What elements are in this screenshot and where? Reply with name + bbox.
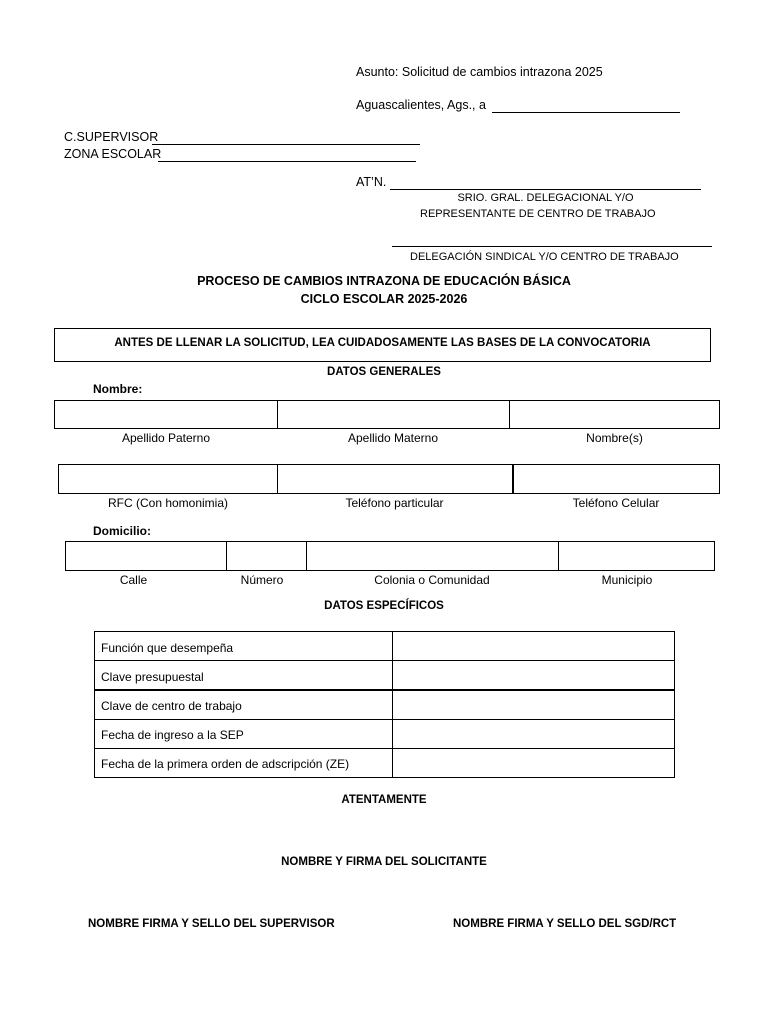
colonia-input[interactable] (307, 542, 557, 570)
asunto-text: Asunto: Solicitud de cambios intrazona 2025 (356, 65, 603, 79)
calle-label: Calle (119, 573, 148, 587)
title-line-1: PROCESO DE CAMBIOS INTRAZONA DE EDUCACIÓN BÁSICA (197, 274, 571, 288)
supervisor-line[interactable] (152, 144, 420, 145)
municipio-input[interactable] (559, 542, 714, 570)
srio-text: SRIO. GRAL. DELEGACIONAL Y/O (457, 192, 634, 204)
numero-input[interactable] (227, 542, 305, 570)
clave-presupuestal-input[interactable] (394, 662, 673, 688)
nombre-label: Nombre: (93, 382, 143, 396)
title-line-2: CICLO ESCOLAR 2025-2026 (300, 292, 468, 306)
telefono-celular-input[interactable] (514, 466, 718, 492)
datos-generales-heading: DATOS GENERALES (327, 366, 441, 378)
representante-text: REPRESENTANTE DE CENTRO DE TRABAJO (420, 208, 656, 220)
zona-escolar-line[interactable] (158, 161, 416, 162)
fecha-adscripcion-label: Fecha de la primera orden de adscripción (ZE) (101, 757, 350, 771)
funcion-input[interactable] (394, 633, 673, 659)
atn-line[interactable] (390, 189, 701, 190)
telefono-particular-input[interactable] (278, 466, 511, 492)
domicilio-label: Domicilio: (93, 524, 152, 538)
notice-text: ANTES DE LLENAR LA SOLICITUD, LEA CUIDADOSAMENTE LAS BASES DE LA CONVOCATORIA (114, 337, 651, 349)
calle-input[interactable] (66, 542, 225, 570)
fecha-ingreso-input[interactable] (394, 721, 673, 747)
numero-label: Número (240, 573, 284, 587)
municipio-label: Municipio (601, 573, 653, 587)
datos-especificos-heading: DATOS ESPECÍFICOS (324, 600, 444, 612)
nombres-label: Nombre(s) (586, 431, 643, 445)
rfc-input[interactable] (60, 466, 276, 492)
delegacion-text: DELEGACIÓN SINDICAL Y/O CENTRO DE TRABAJO (410, 251, 679, 263)
atentamente-text: ATENTAMENTE (341, 794, 427, 806)
fecha-adscripcion-input[interactable] (394, 750, 673, 776)
clave-centro-trabajo-label: Clave de centro de trabajo (101, 699, 242, 713)
rfc-label: RFC (Con homonimia) (107, 496, 229, 510)
notice-box (54, 328, 711, 362)
apellido-paterno-input[interactable] (55, 401, 276, 428)
clave-centro-trabajo-input[interactable] (394, 692, 673, 718)
zona-escolar-label: ZONA ESCOLAR (64, 147, 162, 161)
apellido-materno-label: Apellido Materno (347, 431, 439, 445)
clave-presupuestal-label: Clave presupuestal (101, 670, 204, 684)
funcion-label: Función que desempeña (101, 641, 234, 655)
apellido-paterno-label: Apellido Paterno (121, 431, 211, 445)
telefono-celular-label: Teléfono Celular (572, 496, 660, 510)
nombres-input[interactable] (510, 401, 719, 428)
supervisor-label: C.SUPERVISOR (64, 130, 159, 144)
fecha-ingreso-label: Fecha de ingreso a la SEP (101, 728, 244, 742)
firma-supervisor-text: NOMBRE FIRMA Y SELLO DEL SUPERVISOR (88, 918, 335, 930)
colonia-label: Colonia o Comunidad (374, 573, 490, 587)
firma-solicitante-text: NOMBRE Y FIRMA DEL SOLICITANTE (281, 856, 487, 868)
atn-label: AT’N. (356, 175, 387, 189)
fecha-line[interactable] (492, 112, 680, 113)
telefono-particular-label: Teléfono particular (345, 496, 444, 510)
delegacion-line[interactable] (392, 246, 712, 247)
apellido-materno-input[interactable] (278, 401, 508, 428)
firma-sgd-text: NOMBRE FIRMA Y SELLO DEL SGD/RCT (453, 918, 677, 930)
lugar-fecha-label: Aguascalientes, Ags., a (356, 98, 486, 112)
